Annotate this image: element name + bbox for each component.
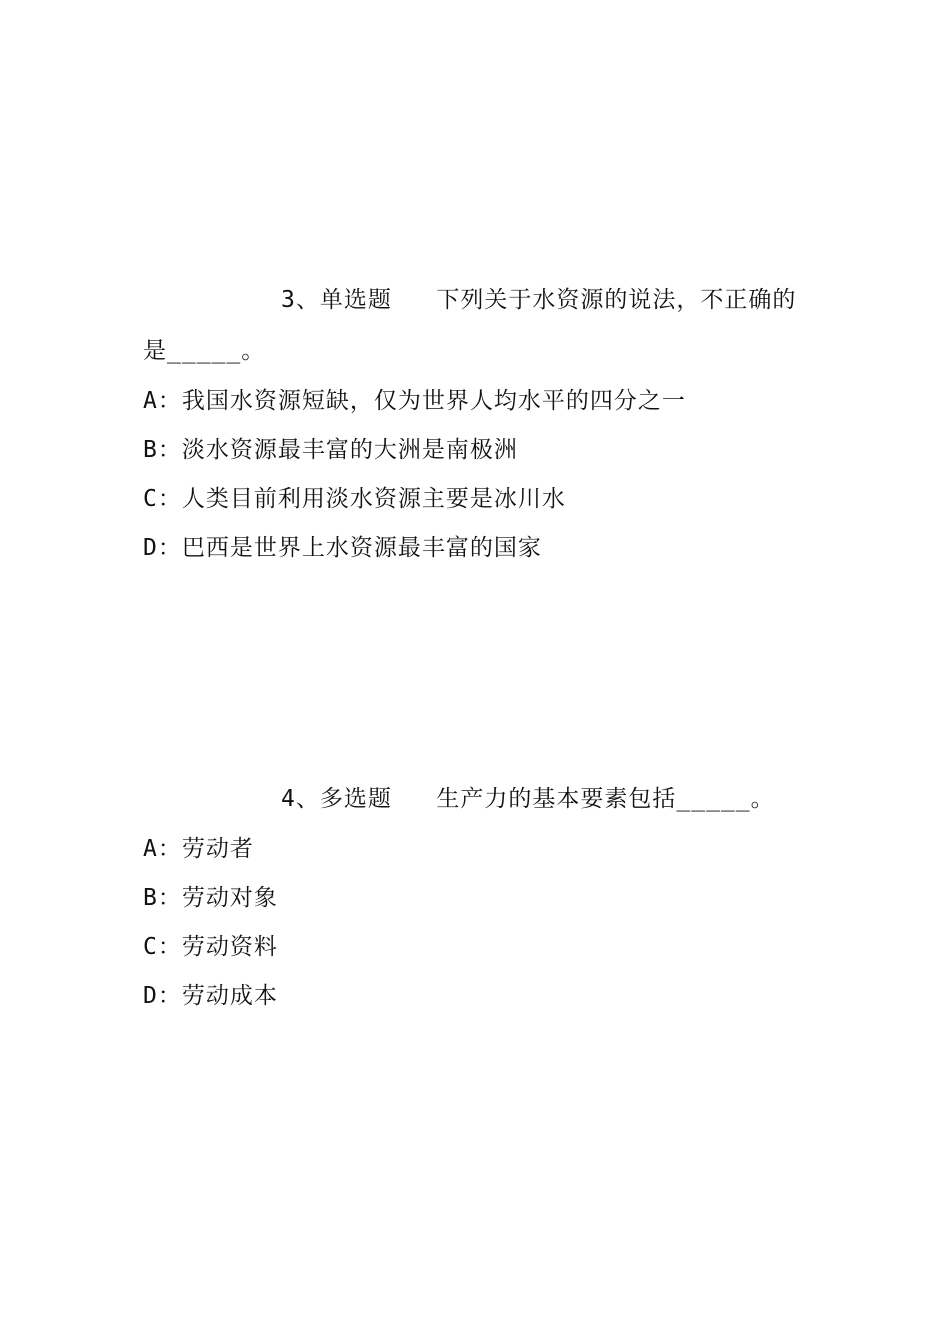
question-3-stem-continued: 是_____。: [143, 338, 266, 364]
question-3-option-c: C：人类目前利用淡水资源主要是冰川水: [143, 486, 566, 512]
question-3-stem: 3、单选题 下列关于水资源的说法，不正确的: [281, 287, 797, 313]
question-3-option-b: B：淡水资源最丰富的大洲是南极洲: [143, 437, 518, 463]
question-3-option-a: A：我国水资源短缺，仅为世界人均水平的四分之一: [143, 388, 686, 414]
question-4-stem: 4、多选题 生产力的基本要素包括_____。: [281, 786, 775, 812]
question-4-option-d: D：劳动成本: [143, 983, 278, 1009]
question-4-option-c: C：劳动资料: [143, 934, 278, 960]
question-3-option-d: D：巴西是世界上水资源最丰富的国家: [143, 535, 542, 561]
question-4-option-a: A：劳动者: [143, 836, 254, 862]
question-4-option-b: B：劳动对象: [143, 885, 278, 911]
